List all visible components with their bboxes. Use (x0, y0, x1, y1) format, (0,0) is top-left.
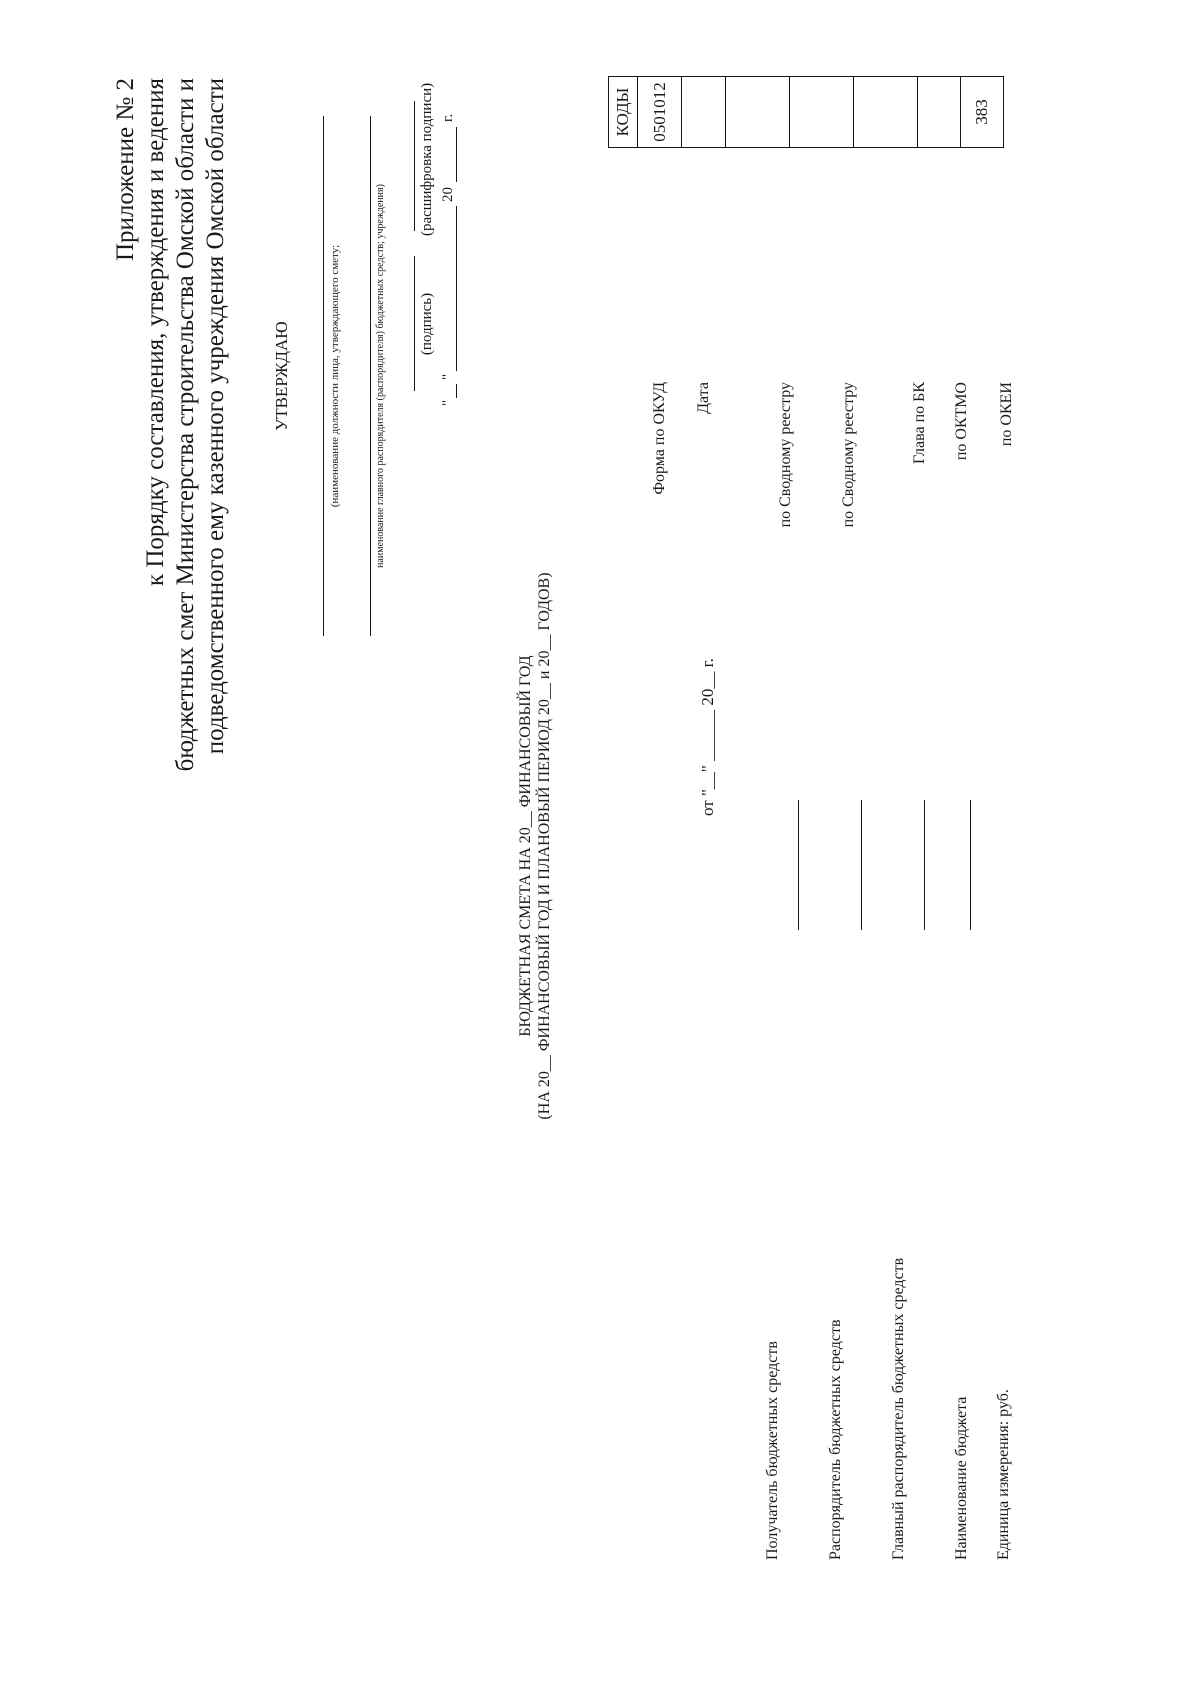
approver-position-caption: (наименование должности лица, утверждающего смету; (329, 244, 341, 508)
document-subtitle: (НА 20__ ФИНАНСОВЫЙ ГОД И ПЛАНОВЫЙ ПЕРИОД 20__ и 20__ ГОДОВ) (536, 572, 553, 1120)
chief-manager-label: Главный распорядитель бюджетных средств (890, 1257, 907, 1560)
approver-org-line[interactable] (370, 116, 371, 636)
okei-label: по ОКЕИ (998, 382, 1015, 447)
approval-day-line[interactable] (456, 384, 457, 398)
document-title: БЮДЖЕТНАЯ СМЕТА НА 20__ ФИНАНСОВЫЙ ГОД (517, 655, 534, 1037)
approval-date-quote-close: " (440, 373, 456, 380)
approval-month-line[interactable] (456, 206, 457, 371)
signature-decoding-caption: (расшифровка подписи) (419, 82, 435, 236)
signature-line[interactable] (414, 256, 415, 391)
approval-heading: УТВЕРЖДАЮ (272, 321, 291, 431)
codes-header: КОДЫ (609, 77, 638, 148)
manager-label: Распорядитель бюджетных средств (827, 1319, 844, 1560)
budget-name-label: Наименование бюджета (953, 1396, 970, 1560)
bk-code-cell[interactable] (854, 77, 918, 148)
unit-label: Единица измерения: руб. (995, 1389, 1012, 1560)
appendix-line: к Порядку составления, утверждения и ведения (142, 78, 169, 587)
signature-caption: (подпись) (419, 292, 435, 356)
reestr-code-cell-2[interactable] (790, 77, 854, 148)
oktmo-label: по ОКТМО (953, 382, 970, 461)
okud-code-cell[interactable]: 0501012 (638, 77, 682, 148)
codes-table (608, 76, 1004, 148)
reestr-code-cell-1[interactable] (726, 77, 790, 148)
date-code-label: Дата (695, 382, 712, 414)
okei-code-cell[interactable]: 383 (961, 77, 1004, 148)
reestr-label-1: по Сводному реестру (777, 382, 794, 528)
bk-chapter-label: Глава по БК (911, 382, 928, 464)
appendix-line: бюджетных смет Министерства строительства Омской области и (172, 78, 199, 772)
approval-year-suffix: г. (440, 113, 456, 122)
reestr-label-2: по Сводному реестру (840, 382, 857, 528)
budget-name-fill-line[interactable] (970, 800, 971, 930)
recipient-label: Получатель бюджетных средств (764, 1341, 781, 1560)
approval-date-quote-open: " (440, 399, 456, 406)
signature-decoding-line[interactable] (414, 101, 415, 231)
okud-label: Форма по ОКУД (651, 382, 668, 495)
chief-manager-fill-line[interactable] (924, 800, 925, 930)
oktmo-code-cell[interactable] (918, 77, 961, 148)
approver-org-caption: наименование главного распорядителя (распорядителя) бюджетных средств; учреждения) (375, 184, 386, 568)
approver-position-line[interactable] (323, 116, 324, 636)
approval-year-prefix: 20 (440, 187, 456, 202)
approval-year-line[interactable] (456, 127, 457, 182)
document-date-field: от "__" ______ 20__ г. (698, 658, 717, 816)
date-code-cell[interactable] (682, 77, 726, 148)
appendix-title: Приложение № 2 (112, 78, 139, 262)
manager-fill-line[interactable] (861, 800, 862, 930)
recipient-fill-line[interactable] (798, 800, 799, 930)
appendix-line: подведомственного ему казенного учреждения Омской области (202, 78, 229, 755)
